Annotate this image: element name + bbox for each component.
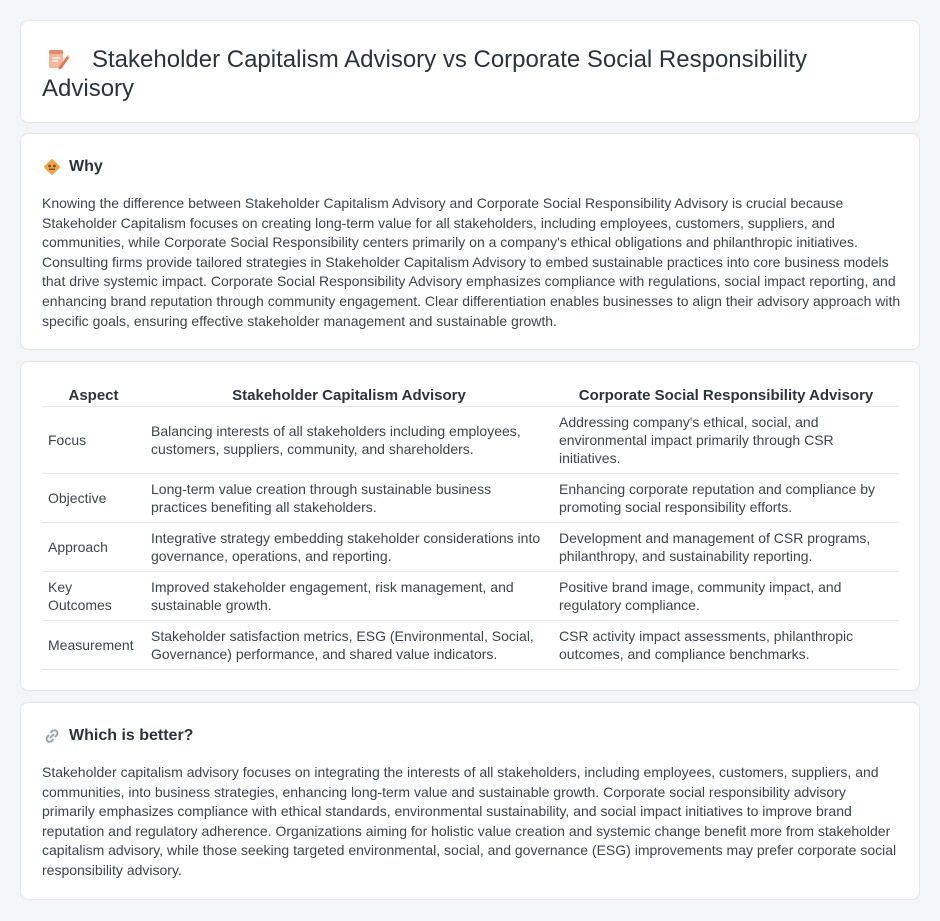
which-better-heading-text: Which is better? <box>69 727 194 744</box>
row-stakeholder-capitalism: Improved stakeholder engagement, risk management, and sustainable growth. <box>145 571 553 620</box>
header-stakeholder-capitalism: Stakeholder Capitalism Advisory <box>145 385 553 406</box>
page-title <box>42 45 862 103</box>
which-better-card <box>20 702 920 900</box>
row-stakeholder-capitalism: Balancing interests of all stakeholders including employees, customers, suppliers, community, and shareholders. <box>145 406 553 473</box>
table-row <box>42 473 899 522</box>
row-aspect: Measurement <box>42 620 145 669</box>
comparison-card <box>20 361 920 691</box>
table-row <box>42 406 899 473</box>
row-csr: Addressing company's ethical, social, and environmental impact primarily through CSR initiatives. <box>553 406 899 473</box>
table-header-row <box>42 385 899 406</box>
table-row <box>42 571 899 620</box>
why-paragraph: Knowing the difference between Stakeholder Capitalism Advisory and Corporate Social Responsibility Advisory is crucial because Stakeholder Capitalism focuses on creating long-term value for all stakeholders, including employees, customers, suppliers, and communities, while Corporate Social Responsibility centers primarily on a company's ethical obligations and philanthropic initiatives. Consulting firms provide tailored strategies in Stakeholder Capitalism Advisory to embed sustainable practices into core business models that drive systemic impact. Corporate Social Responsibility Advisory emphasizes compliance with regulations, social impact reporting, and enhancing brand reputation through community engagement. Clear differentiation enables businesses to align their advisory approach with specific goals, ensuring effective stakeholder management and sustainable growth. <box>42 195 901 329</box>
header-csr: Corporate Social Responsibility Advisory <box>553 385 899 406</box>
link-icon <box>43 727 61 745</box>
row-csr: Development and management of CSR programs, philanthropy, and sustainability reporting. <box>553 522 899 571</box>
memo-pencil-icon <box>46 47 70 71</box>
row-aspect: Focus <box>42 406 145 473</box>
diamond-sign-icon <box>43 158 61 176</box>
row-aspect: Approach <box>42 522 145 571</box>
table-row <box>42 620 899 669</box>
why-heading-text: Why <box>69 158 103 175</box>
which-better-paragraph: Stakeholder capitalism advisory focuses on integrating the interests of all stakeholders, including employees, customers, suppliers, and communities, into business strategies, enhancing long-term value and sustainable growth. Corporate social responsibility advisory primarily emphasizes compliance with ethical standards, environmental sustainability, and social impact initiatives to improve brand reputation and regulatory adherence. Organizations aiming for holistic value creation and systemic change benefit more from stakeholder capitalism advisory, while those seeking targeted environmental, social, and governance (ESG) improvements may prefer corporate social responsibility advisory. <box>42 764 897 878</box>
row-stakeholder-capitalism: Integrative strategy embedding stakeholder considerations into governance, operations, and reporting. <box>145 522 553 571</box>
comparison-table <box>42 385 899 670</box>
why-heading <box>43 156 103 178</box>
row-stakeholder-capitalism: Long-term value creation through sustainable business practices benefiting all stakeholders. <box>145 473 553 522</box>
row-csr: Positive brand image, community impact, and regulatory compliance. <box>553 571 899 620</box>
row-csr: Enhancing corporate reputation and compliance by promoting social responsibility efforts. <box>553 473 899 522</box>
title-card <box>20 20 920 123</box>
table-row <box>42 522 899 571</box>
page-title-text: Stakeholder Capitalism Advisory vs Corporate Social Responsibility Advisory <box>42 46 807 102</box>
row-aspect: Objective <box>42 473 145 522</box>
header-aspect: Aspect <box>42 385 145 406</box>
why-card <box>20 133 920 350</box>
row-stakeholder-capitalism: Stakeholder satisfaction metrics, ESG (Environmental, Social, Governance) performance, and shared value indicators. <box>145 620 553 669</box>
which-better-heading <box>43 725 193 747</box>
row-aspect: Key Outcomes <box>42 571 145 620</box>
row-csr: CSR activity impact assessments, philanthropic outcomes, and compliance benchmarks. <box>553 620 899 669</box>
